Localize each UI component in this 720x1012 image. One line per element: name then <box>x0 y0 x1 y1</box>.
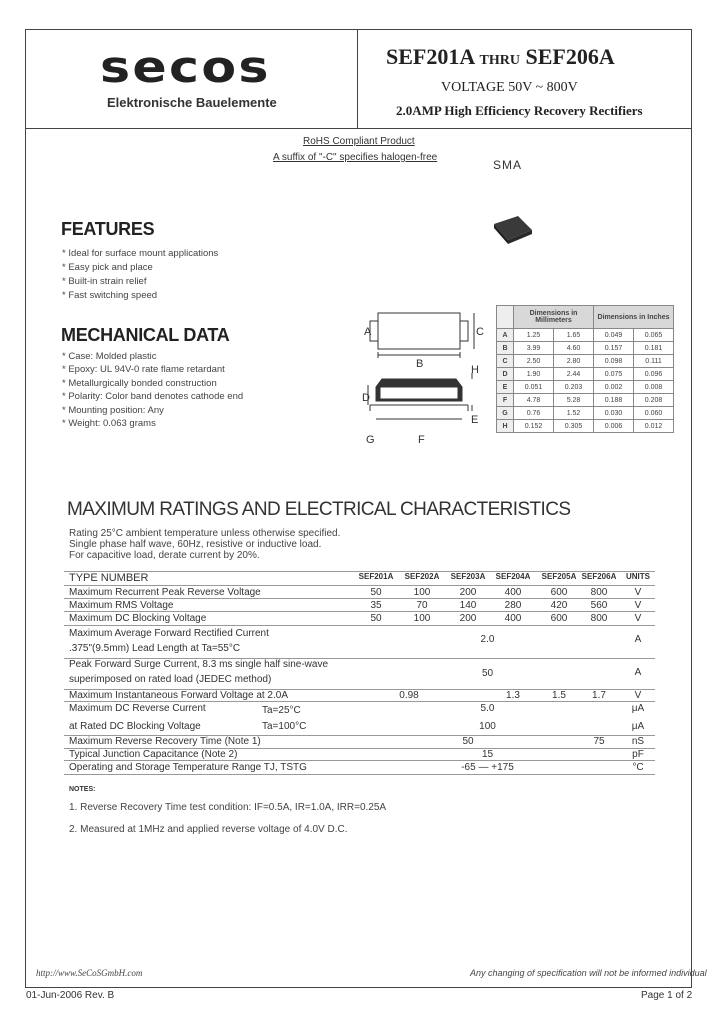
mechanical-item: * Weight: 0.063 grams <box>62 418 156 429</box>
table-row: F 4.78 5.28 0.188 0.208 <box>497 394 674 407</box>
dimensions-corner <box>497 306 514 329</box>
dim-label-d: D <box>362 392 370 404</box>
mechanical-item: * Case: Molded plastic <box>62 351 157 362</box>
feature-item: * Built-in strain relief <box>62 276 147 287</box>
dimensions-header-in: Dimensions in Inches <box>594 306 674 329</box>
part-title-first: SEF201A <box>386 44 475 69</box>
dim-label-c: C <box>476 326 484 338</box>
header-divider <box>25 128 691 129</box>
dim-label-f: F <box>418 434 425 445</box>
package-name: SMA <box>493 158 523 172</box>
part-title-thru: THRU <box>479 53 520 68</box>
table-row: E 0.051 0.203 0.002 0.008 <box>497 381 674 394</box>
ratings-note: For capacitive load, derate current by 20%. <box>69 550 260 561</box>
product-subtitle: 2.0AMP High Efficiency Recovery Rectifiers <box>396 103 643 118</box>
package-outline-diagram <box>360 305 490 445</box>
part-title <box>386 44 615 70</box>
footer-url-link[interactable]: http://www.SeCoSGmbH.com <box>36 968 143 978</box>
rohs-note: RoHS Compliant Product <box>303 136 415 147</box>
ratings-title: MAXIMUM RATINGS AND ELECTRICAL CHARACTERISTICS <box>67 499 571 520</box>
table-row: C 2.50 2.80 0.098 0.111 <box>497 355 674 368</box>
table-row: B 3.99 4.60 0.157 0.181 <box>497 342 674 355</box>
note-item: 2. Measured at 1MHz and applied reverse voltage of 4.0V D.C. <box>69 824 348 835</box>
mechanical-item: * Mounting position: Any <box>62 405 164 416</box>
dim-label-g: G <box>366 434 375 445</box>
voltage-range: VOLTAGE 50V ~ 800V <box>441 80 578 95</box>
ratings-note: Rating 25°C ambient temperature unless otherwise specified. <box>69 528 341 539</box>
ratings-note: Single phase half wave, 60Hz, resistive or inductive load. <box>69 539 322 550</box>
mechanical-item: * Polarity: Color band denotes cathode end <box>62 391 244 402</box>
table-row: H 0.152 0.305 0.006 0.012 <box>497 420 674 433</box>
feature-item: * Easy pick and place <box>62 262 153 273</box>
package-image <box>488 210 538 250</box>
part-title-last: SEF206A <box>525 44 615 69</box>
features-title: FEATURES <box>61 219 155 239</box>
dimensions-header-mm: Dimensions in Millimeters <box>514 306 594 329</box>
revision-date: 01-Jun-2006 Rev. B <box>26 990 115 1001</box>
footer-notice: Any changing of specification will not be informed individual <box>470 968 707 978</box>
halogen-note: A suffix of "-C" specifies halogen-free <box>273 152 438 163</box>
mechanical-item: * Metallurgically bonded construction <box>62 378 217 389</box>
feature-item: * Fast switching speed <box>62 290 158 301</box>
feature-item: * Ideal for surface mount applications <box>62 248 219 259</box>
note-item: 1. Reverse Recovery Time test condition: IF=0.5A, IR=1.0A, IRR=0.25A <box>69 802 387 813</box>
table-row: D 1.90 2.44 0.075 0.096 <box>497 368 674 381</box>
logo-subtitle: Elektronische Bauelemente <box>107 95 277 110</box>
page-number: Page 1 of 2 <box>641 990 693 1001</box>
dim-label-a: A <box>364 326 372 338</box>
dimensions-table <box>496 305 674 433</box>
dim-label-b: B <box>416 358 424 370</box>
notes-title: NOTES: <box>69 786 96 793</box>
company-logo: secos <box>100 42 271 93</box>
header-divider-vertical <box>357 29 358 128</box>
table-row: A 1.25 1.65 0.049 0.065 <box>497 329 674 342</box>
mechanical-title: MECHANICAL DATA <box>61 325 230 345</box>
dim-label-e: E <box>471 414 479 426</box>
table-row: G 0.76 1.52 0.030 0.060 <box>497 407 674 420</box>
mechanical-item: * Epoxy: UL 94V-0 rate flame retardant <box>62 364 225 375</box>
dim-label-h: H <box>471 364 479 376</box>
